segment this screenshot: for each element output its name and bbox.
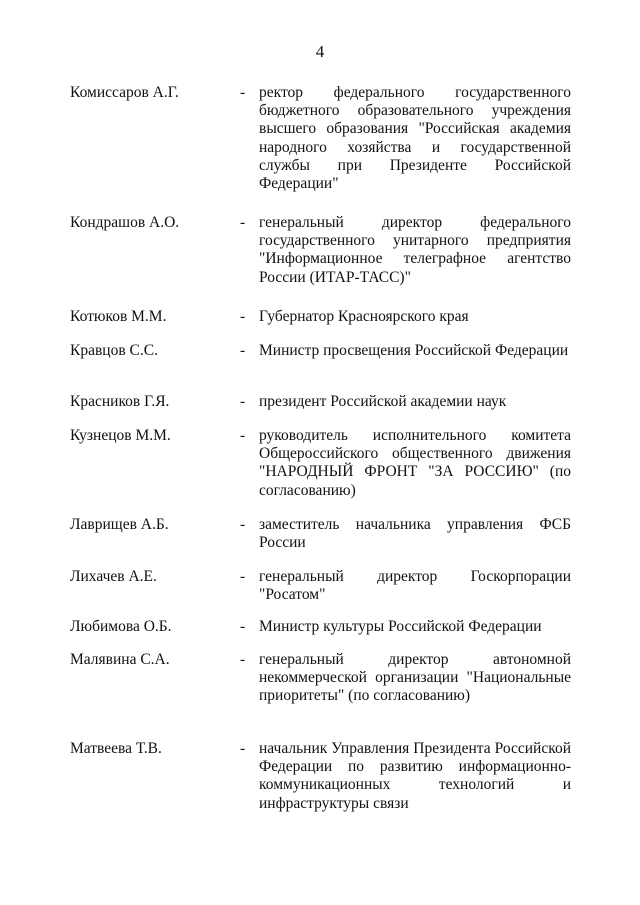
member-role: Министр культуры Российской Федерации [259,618,542,635]
member-role: генеральный директор Госкорпорации "Росатом" [259,568,571,604]
member-name: Лаврищев А.Б. [70,516,169,533]
dash-separator: - [240,342,246,359]
dash-separator: - [240,308,246,325]
dash-separator: - [240,427,246,444]
list-item [0,84,640,214]
dash-separator: - [240,516,246,533]
member-role: руководитель исполнительного комитета Общероссийского общественного движения "НАРОДНЫЙ ФРОНТ "ЗА РОССИЮ" (по согласованию) [259,427,571,499]
list-item [0,651,640,740]
dash-separator: - [240,618,246,635]
dash-separator: - [240,651,246,668]
member-role: заместитель начальника управления ФСБ России [259,516,571,552]
member-name: Любимова О.Б. [70,618,172,635]
member-name: Матвеева Т.В. [70,740,162,757]
member-name: Котюков М.М. [70,308,167,325]
member-role: Губернатор Красноярского края [259,308,469,325]
member-role: генеральный директор федерального государственного унитарного предприятия "Информационное телеграфное агентство России (ИТАР-ТАСС)" [259,214,571,286]
member-name: Малявина С.А. [70,651,170,668]
list-item [0,393,640,427]
dash-separator: - [240,393,246,410]
list-item [0,342,640,393]
list-item [0,516,640,568]
member-name: Комиссаров А.Г. [70,84,179,101]
member-role: генеральный директор автономной некоммерческой организации "Национальные приоритеты" (по согласованию) [259,651,571,705]
dash-separator: - [240,84,246,101]
dash-separator: - [240,740,246,757]
dash-separator: - [240,214,246,231]
list-item [0,740,640,820]
member-role: начальник Управления Президента Российской Федерации по развитию информационно-коммуникационных технологий и инфраструктуры связи [259,740,571,812]
list-item [0,214,640,308]
member-name: Красников Г.Я. [70,393,170,410]
member-name: Лихачев А.Е. [70,568,157,585]
members-list [0,84,640,820]
member-role: президент Российской академии наук [259,393,507,410]
member-role: ректор федерального государственного бюджетного образовательного учреждения высшего образования "Российская академия народного хозяйства и государственной службы при Президенте Российской Федерации" [259,84,571,193]
dash-separator: - [240,568,246,585]
member-name: Кузнецов М.М. [70,427,171,444]
member-name: Кондрашов А.О. [70,214,180,231]
list-item [0,427,640,516]
member-name: Кравцов С.С. [70,342,158,359]
member-role: Министр просвещения Российской Федерации [259,342,569,359]
page-number: 4 [315,42,325,61]
list-item [0,618,640,651]
list-item [0,308,640,342]
list-item [0,568,640,618]
